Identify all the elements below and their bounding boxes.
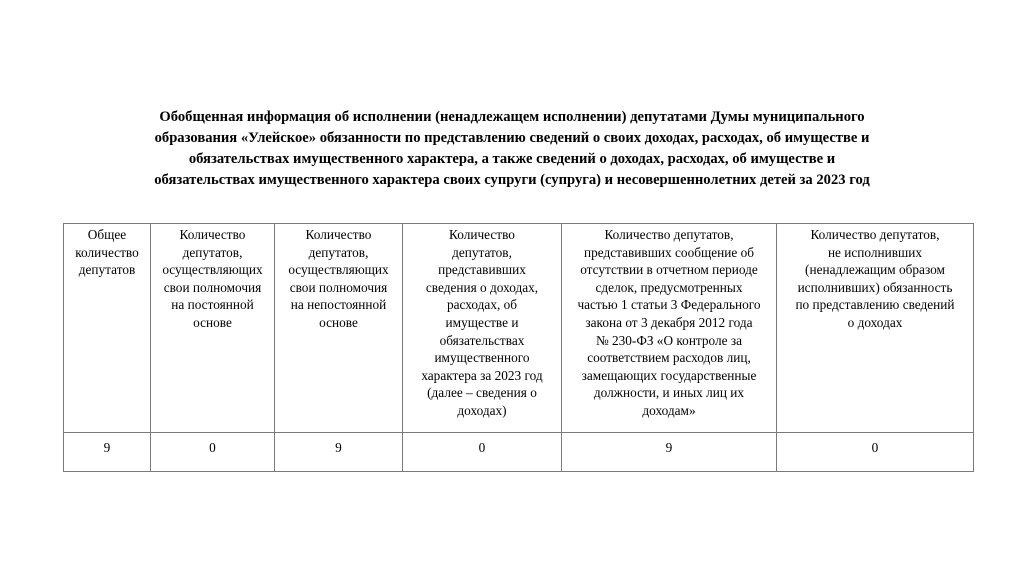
header-line: Количество депутатов, bbox=[604, 227, 734, 242]
header-line: должности, и иных лиц их bbox=[593, 385, 745, 401]
header-line: Количество bbox=[179, 227, 246, 242]
header-line: имуществе и bbox=[445, 314, 519, 330]
cell-no-transactions-notice: 9 bbox=[562, 433, 777, 472]
cell-submitted-income-info: 0 bbox=[403, 433, 562, 472]
header-non-permanent-basis bbox=[275, 224, 403, 433]
header-line: депутатов bbox=[78, 262, 136, 278]
header-line: замещающих государственные bbox=[581, 367, 757, 383]
title-line: обязательствах имущественного характера, а также сведений о доходах, расходах, об имуществе и bbox=[188, 151, 836, 167]
header-line: расходах, об bbox=[446, 297, 518, 313]
title-line: Обобщенная информация об исполнении (ненадлежащем исполнении) депутатами Думы муниципального bbox=[159, 109, 865, 125]
header-line: депутатов, bbox=[452, 244, 512, 260]
header-total-deputies bbox=[64, 224, 151, 433]
title-line: обязательствах имущественного характера своих супруги (супруга) и несовершеннолетних детей за 2023 год bbox=[154, 172, 870, 188]
header-line: на постоянной bbox=[171, 297, 254, 313]
header-line: соответствием расходов лиц, bbox=[587, 350, 751, 366]
header-line: Общее bbox=[87, 227, 127, 242]
table-header-row bbox=[64, 224, 974, 433]
header-line: по представлению сведений bbox=[795, 297, 955, 313]
header-line: характера за 2023 год bbox=[421, 367, 543, 383]
header-line: Количество депутатов, bbox=[810, 227, 940, 242]
deputies-report-table bbox=[63, 223, 974, 472]
header-line: на непостоянной bbox=[290, 297, 387, 313]
header-line: имущественного bbox=[434, 350, 530, 366]
header-not-fulfilled-obligation bbox=[777, 224, 974, 433]
header-line: (далее – сведения о bbox=[427, 385, 537, 401]
header-line: осуществляющих bbox=[162, 262, 263, 278]
header-line: Количество bbox=[449, 227, 515, 242]
header-line: осуществляющих bbox=[288, 262, 389, 278]
table-row bbox=[64, 433, 974, 472]
header-line: представивших сообщение об bbox=[583, 244, 754, 260]
header-line: свои полномочия bbox=[163, 279, 262, 295]
header-submitted-income-info bbox=[403, 224, 562, 433]
header-line: о доходах bbox=[847, 314, 903, 330]
header-line: депутатов, bbox=[182, 244, 243, 260]
document-title bbox=[60, 107, 964, 191]
cell-permanent-basis: 0 bbox=[151, 433, 275, 472]
title-line: образования «Улейское» обязанности по представлению сведений о своих доходах, расходах, об имуществе и bbox=[154, 130, 870, 146]
header-line: сведения о доходах, bbox=[425, 279, 539, 295]
header-line: сделок, предусмотренных bbox=[595, 279, 743, 295]
header-line: представивших bbox=[438, 262, 526, 278]
header-line: Количество bbox=[305, 227, 372, 242]
header-line: не исполнивших bbox=[827, 244, 923, 260]
header-line: исполнивших) обязанность bbox=[797, 279, 953, 295]
header-permanent-basis bbox=[151, 224, 275, 433]
cell-not-fulfilled-obligation: 0 bbox=[777, 433, 974, 472]
header-line: свои полномочия bbox=[289, 279, 388, 295]
header-line: обязательствах bbox=[439, 332, 525, 348]
header-no-transactions-notice bbox=[562, 224, 777, 433]
header-line: отсутствии в отчетном периоде bbox=[580, 262, 758, 278]
header-line: количество bbox=[75, 244, 139, 260]
header-line: депутатов, bbox=[308, 244, 369, 260]
header-line: основе bbox=[193, 314, 232, 330]
header-line: доходам» bbox=[642, 402, 696, 418]
cell-total-deputies: 9 bbox=[64, 433, 151, 472]
header-line: доходах) bbox=[457, 402, 507, 418]
cell-non-permanent-basis: 9 bbox=[275, 433, 403, 472]
header-line: № 230-ФЗ «О контроле за bbox=[595, 332, 743, 348]
header-line: основе bbox=[319, 314, 358, 330]
header-line: (ненадлежащим образом bbox=[805, 262, 945, 278]
header-line: частью 1 статьи 3 Федерального bbox=[577, 297, 761, 313]
header-line: закона от 3 декабря 2012 года bbox=[585, 314, 753, 330]
